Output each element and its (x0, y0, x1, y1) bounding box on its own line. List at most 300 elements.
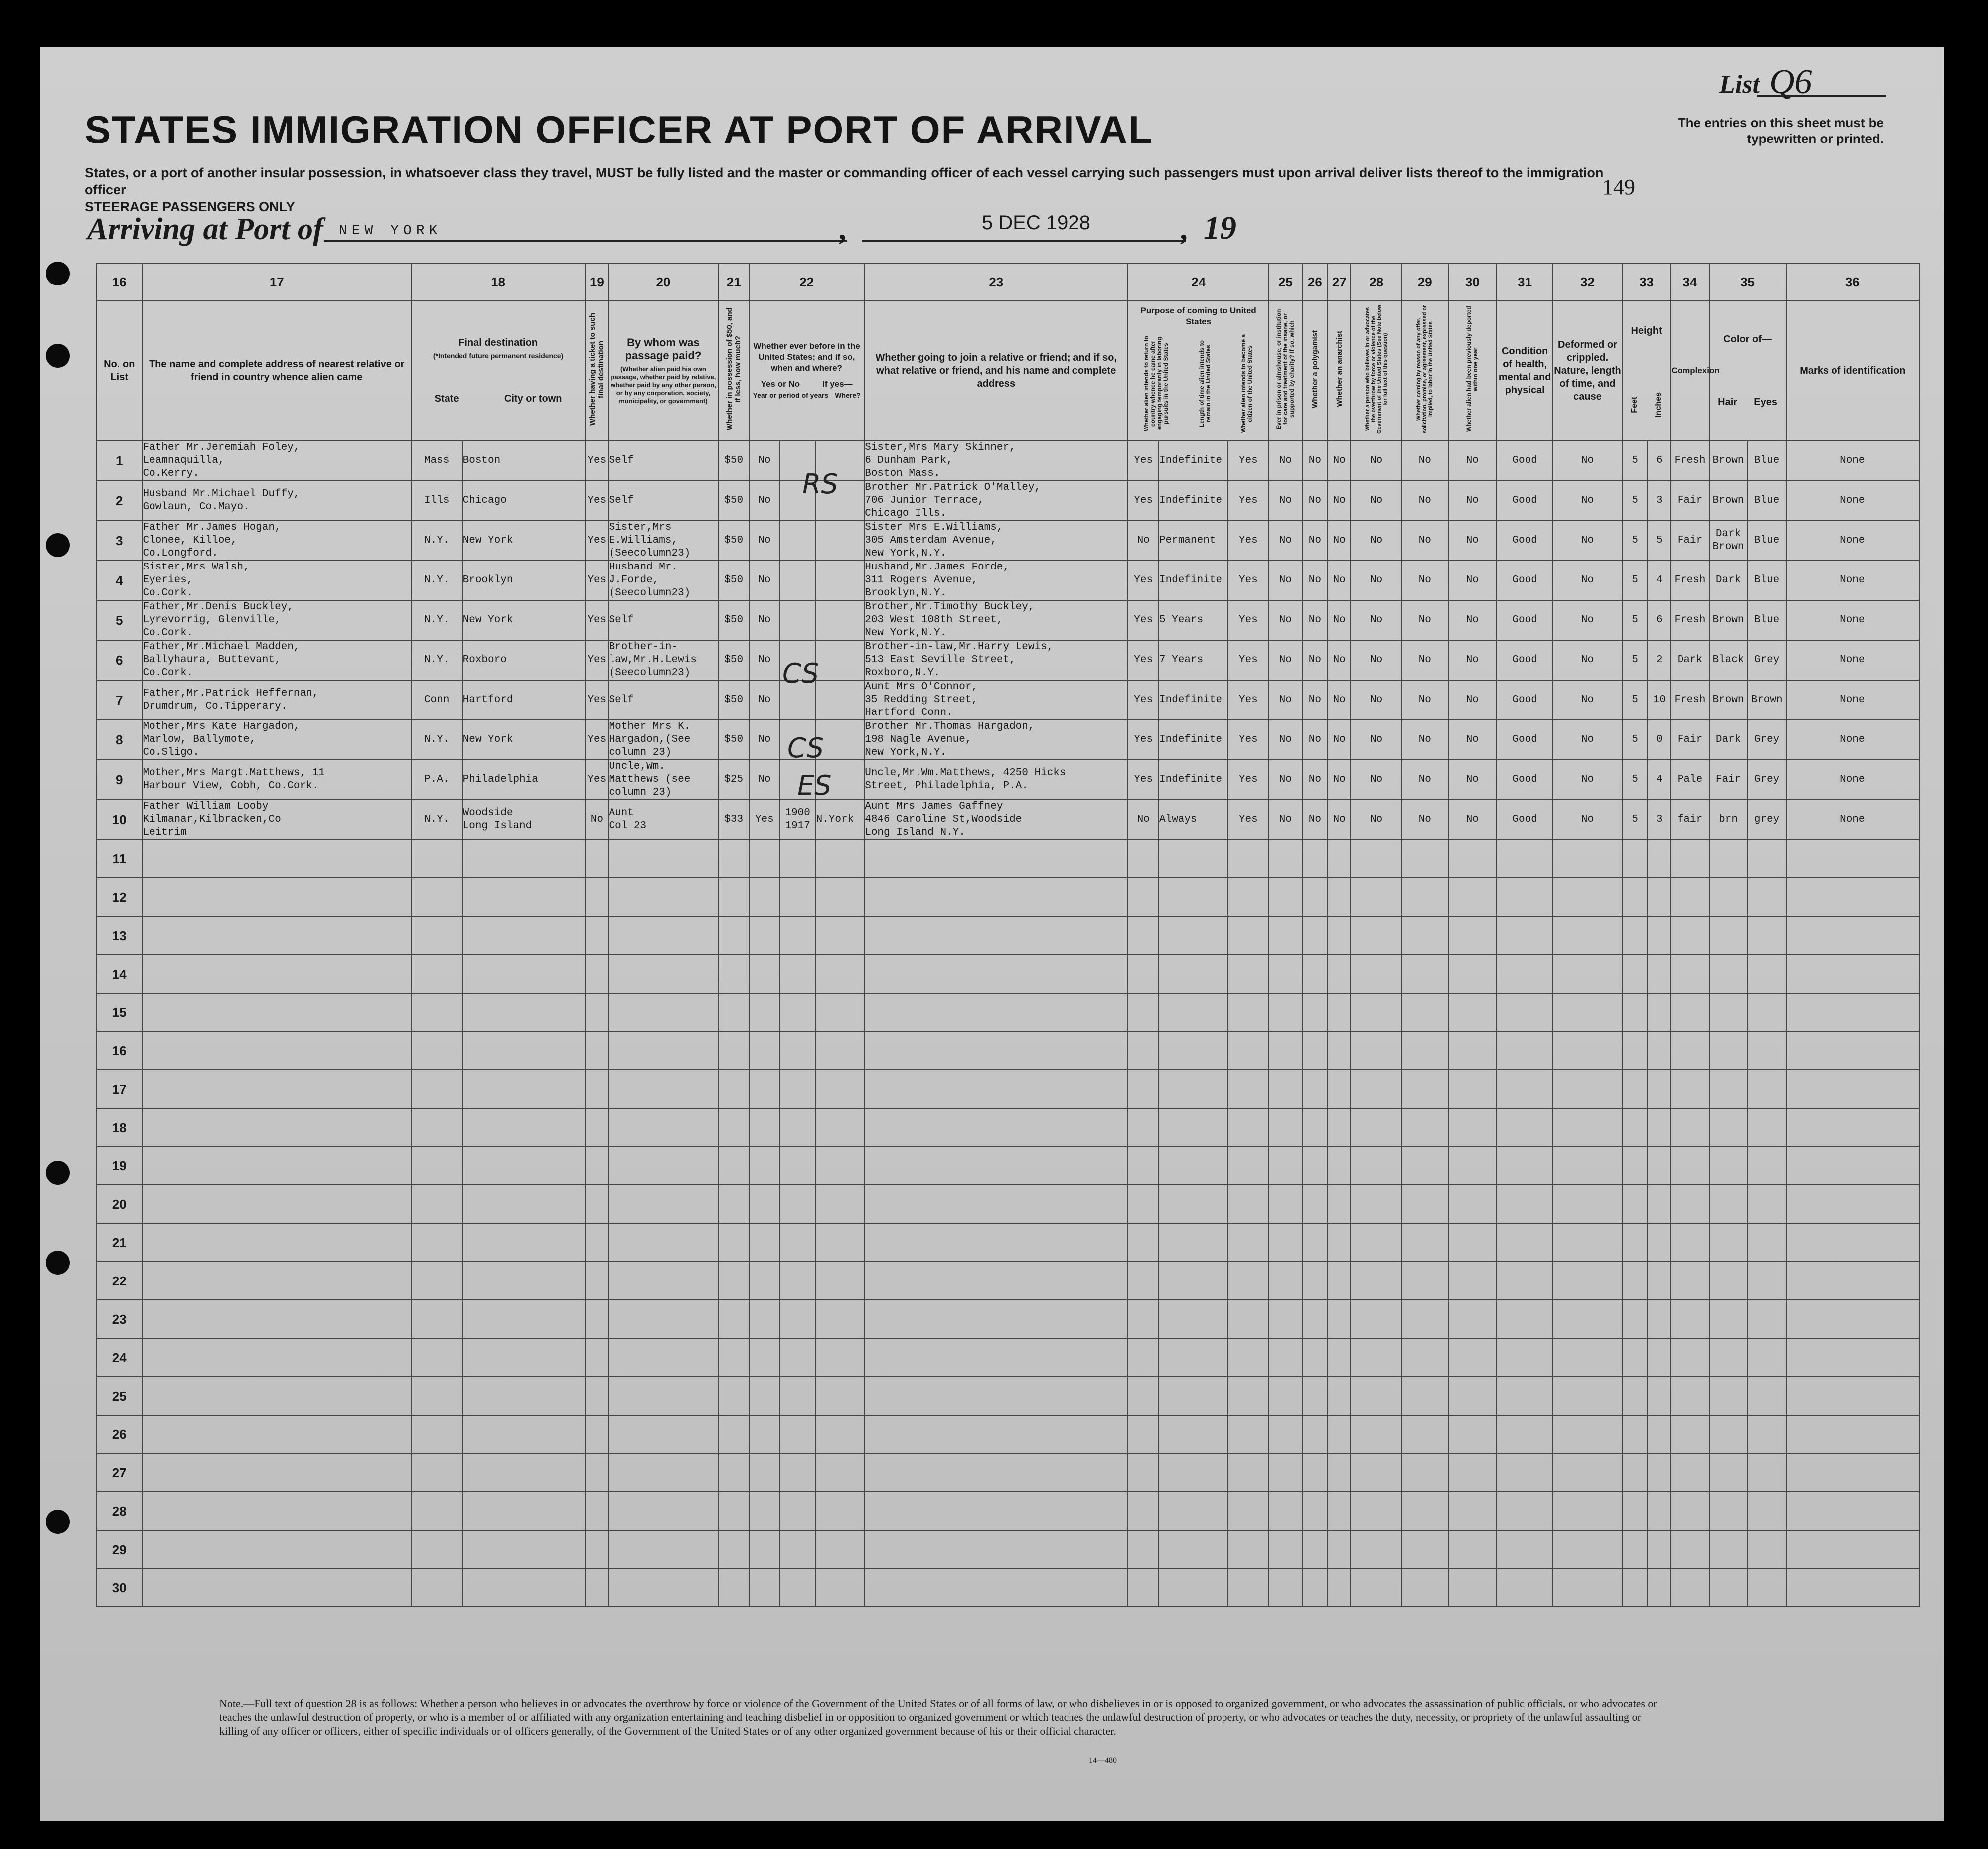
cell-state: N.Y. (411, 561, 462, 600)
empty-cell (1402, 916, 1448, 955)
empty-cell (1786, 1070, 1919, 1108)
empty-cell (1159, 878, 1228, 916)
empty-cell (1228, 1031, 1269, 1070)
empty-cell (608, 1453, 718, 1492)
empty-cell (718, 1530, 749, 1568)
cell-q28: No (1351, 441, 1402, 481)
empty-cell (1448, 1338, 1497, 1377)
empty-cell (1622, 1377, 1648, 1415)
empty-cell (718, 1568, 749, 1607)
empty-cell (1786, 1415, 1919, 1453)
cell-q28: No (1351, 481, 1402, 521)
cell-q28: No (1351, 640, 1402, 680)
header-health: Condition of health, mental and physical (1497, 300, 1553, 441)
cell-eyes: Blue (1748, 600, 1786, 640)
empty-cell (1302, 1415, 1328, 1453)
header-ticket (585, 300, 608, 441)
empty-cell (1328, 1223, 1351, 1262)
empty-cell (1448, 1185, 1497, 1223)
empty-cell (1648, 1262, 1671, 1300)
empty-cell (1786, 955, 1919, 993)
empty-cell (1128, 955, 1159, 993)
empty-cell (816, 1568, 865, 1607)
punch-hole (46, 344, 70, 368)
header-prison (1269, 300, 1302, 441)
empty-cell (1402, 955, 1448, 993)
cell-hair: brn (1709, 800, 1748, 840)
empty-cell (1648, 955, 1671, 993)
header-money-text: Whether in possession of $50, and if less, how much? (725, 307, 743, 430)
empty-cell (1671, 878, 1709, 916)
col-number: 19 (585, 264, 608, 300)
passenger-row (96, 600, 1919, 640)
empty-cell (411, 1185, 462, 1223)
cell-anarch: No (1328, 600, 1351, 640)
cell-ticket: Yes (585, 640, 608, 680)
empty-cell (749, 840, 780, 878)
header-final-destination-title: Final destination (459, 337, 538, 348)
empty-row (96, 1185, 1919, 1223)
cell-poly: No (1302, 600, 1328, 640)
cell-prison: No (1269, 640, 1302, 680)
arriving-label: Arriving at Port of (87, 212, 323, 246)
cell-money: $50 (718, 600, 749, 640)
empty-cell (1228, 1185, 1269, 1223)
cell-deformed: No (1553, 760, 1622, 800)
empty-cell (1328, 1262, 1351, 1300)
empty-cell (462, 1146, 586, 1185)
empty-cell (1786, 878, 1919, 916)
empty-cell (1648, 1185, 1671, 1223)
empty-cell (411, 1530, 462, 1568)
empty-cell (411, 1070, 462, 1108)
header-final-destination (411, 300, 585, 441)
empty-cell (1622, 1146, 1648, 1185)
empty-cell (864, 916, 1128, 955)
cell-city: Philadelphia (462, 760, 586, 800)
cell-inches: 3 (1648, 800, 1671, 840)
cell-anarch: No (1328, 800, 1351, 840)
cell-prison: No (1269, 800, 1302, 840)
empty-cell (462, 1070, 586, 1108)
empty-cell (1709, 993, 1748, 1031)
typewritten-notice: The entries on this sheet must be typewritten or printed. (1678, 115, 1884, 146)
empty-cell (1128, 1262, 1159, 1300)
empty-cell (1328, 878, 1351, 916)
empty-cell (142, 1300, 411, 1338)
empty-cell (1648, 1108, 1671, 1146)
empty-cell (1351, 1300, 1402, 1338)
empty-cell (816, 1223, 865, 1262)
empty-cell (1709, 1146, 1748, 1185)
cell-prison: No (1269, 680, 1302, 720)
empty-cell (1351, 1492, 1402, 1530)
empty-cell (1159, 1453, 1228, 1492)
col-number: 28 (1351, 264, 1402, 300)
empty-cell (1159, 1530, 1228, 1568)
empty-cell (1497, 1300, 1553, 1338)
empty-cell (1402, 1108, 1448, 1146)
cell-ticket: Yes (585, 720, 608, 760)
empty-cell (142, 1568, 411, 1607)
cell-q28: No (1351, 680, 1402, 720)
empty-cell (1128, 1568, 1159, 1607)
header-prison-text: Ever in prison or almshouse, or institution for care and treatment of the insane, or supported by charity? If so, which (1275, 308, 1295, 429)
empty-cell (1128, 1223, 1159, 1262)
empty-cell (1497, 1223, 1553, 1262)
cell-marks: None (1786, 760, 1919, 800)
empty-cell (142, 993, 411, 1031)
empty-cell (608, 993, 718, 1031)
empty-cell (1648, 1070, 1671, 1108)
empty-cell (1269, 1223, 1302, 1262)
row-number: 20 (96, 1185, 142, 1223)
empty-cell (1553, 1223, 1622, 1262)
empty-cell (1128, 1146, 1159, 1185)
passenger-table (96, 263, 1920, 1607)
list-label: List (1719, 70, 1760, 99)
empty-cell (1622, 1492, 1648, 1530)
empty-cell (1328, 1492, 1351, 1530)
empty-cell (1351, 878, 1402, 916)
empty-cell (718, 1185, 749, 1223)
passenger-row (96, 680, 1919, 720)
passenger-row (96, 521, 1919, 561)
empty-cell (1497, 1108, 1553, 1146)
row-number: 21 (96, 1223, 142, 1262)
empty-cell (1351, 1530, 1402, 1568)
cell-city: Roxboro (462, 640, 586, 680)
empty-cell (608, 1185, 718, 1223)
cell-health: Good (1497, 481, 1553, 521)
empty-cell (1228, 1262, 1269, 1300)
empty-cell (585, 878, 608, 916)
empty-cell (1553, 1530, 1622, 1568)
punch-hole (46, 533, 70, 557)
cell-feet: 5 (1622, 600, 1648, 640)
empty-cell (608, 1415, 718, 1453)
empty-cell (142, 840, 411, 878)
col-number: 34 (1671, 264, 1709, 300)
empty-cell (1302, 1377, 1328, 1415)
cell-deformed: No (1553, 481, 1622, 521)
cell-complexion: Fair (1671, 720, 1709, 760)
empty-cell (1159, 1338, 1228, 1377)
empty-cell (1269, 955, 1302, 993)
cell-deformed: No (1553, 561, 1622, 600)
empty-cell (1228, 1568, 1269, 1607)
cell-q29: No (1402, 800, 1448, 840)
empty-cell (1402, 993, 1448, 1031)
cell-where: N.York (816, 800, 865, 840)
empty-cell (1671, 1070, 1709, 1108)
empty-cell (1709, 1262, 1748, 1300)
empty-cell (864, 878, 1128, 916)
cell-money: $50 (718, 441, 749, 481)
empty-cell (1622, 916, 1648, 955)
empty-cell (1128, 916, 1159, 955)
empty-cell (1351, 1415, 1402, 1453)
empty-cell (864, 1530, 1128, 1568)
empty-cell (864, 1377, 1128, 1415)
cell-complexion: Dark (1671, 640, 1709, 680)
cell-anarch: No (1328, 720, 1351, 760)
empty-cell (1328, 1338, 1351, 1377)
empty-cell (462, 1262, 586, 1300)
empty-cell (1228, 1300, 1269, 1338)
empty-cell (1553, 1108, 1622, 1146)
cell-money: $50 (718, 521, 749, 561)
empty-cell (1748, 1146, 1786, 1185)
cell-where (816, 640, 865, 680)
header-purpose (1128, 300, 1269, 441)
empty-cell (1159, 1568, 1228, 1607)
cell-poly: No (1302, 561, 1328, 600)
row-number: 18 (96, 1108, 142, 1146)
empty-cell (608, 955, 718, 993)
header-hair: Hair (1718, 397, 1738, 408)
cell-before: No (749, 680, 780, 720)
empty-cell (1328, 1453, 1351, 1492)
empty-cell (1159, 993, 1228, 1031)
row-number: 7 (96, 680, 142, 720)
cell-join: Husband,Mr.James Forde, 311 Rogers Avenue, Brooklyn,N.Y. (864, 561, 1128, 600)
cell-length: Indefinite (1159, 481, 1228, 521)
empty-cell (1269, 1568, 1302, 1607)
empty-cell (816, 1338, 865, 1377)
empty-cell (1748, 1031, 1786, 1070)
cell-city: Boston (462, 441, 586, 481)
empty-cell (462, 1223, 586, 1262)
empty-cell (411, 1377, 462, 1415)
empty-cell (718, 878, 749, 916)
cell-where (816, 600, 865, 640)
cell-join: Brother Mr.Patrick O'Malley, 706 Junior Terrace, Chicago Ills. (864, 481, 1128, 521)
col-number: 16 (96, 264, 142, 300)
empty-cell (749, 1338, 780, 1377)
header-color-title: Color of— (1723, 334, 1772, 345)
empty-cell (1402, 1530, 1448, 1568)
empty-cell (1709, 1108, 1748, 1146)
empty-cell (1709, 916, 1748, 955)
empty-cell (1671, 1262, 1709, 1300)
cell-hair: Fair (1709, 760, 1748, 800)
empty-cell (816, 916, 865, 955)
cell-feet: 5 (1622, 521, 1648, 561)
empty-cell (749, 1377, 780, 1415)
header-nearest-relative: The name and complete address of nearest relative or friend in country whence alien came (142, 300, 411, 441)
cell-hair: Brown (1709, 441, 1748, 481)
empty-cell (1622, 955, 1648, 993)
empty-cell (1302, 1070, 1328, 1108)
empty-cell (1748, 916, 1786, 955)
empty-cell (1269, 1530, 1302, 1568)
empty-cell (1128, 1377, 1159, 1415)
empty-cell (1269, 840, 1302, 878)
empty-cell (411, 878, 462, 916)
empty-cell (585, 1031, 608, 1070)
empty-cell (1671, 1568, 1709, 1607)
empty-cell (1709, 1338, 1748, 1377)
row-number: 25 (96, 1377, 142, 1415)
cell-q30: No (1448, 561, 1497, 600)
empty-cell (1351, 1568, 1402, 1607)
empty-cell (1402, 840, 1448, 878)
empty-cell (1302, 993, 1328, 1031)
cell-citizen: Yes (1228, 720, 1269, 760)
empty-cell (1159, 1300, 1228, 1338)
empty-cell (411, 1492, 462, 1530)
header-polygamist (1302, 300, 1328, 441)
empty-cell (1351, 1146, 1402, 1185)
empty-cell (749, 1300, 780, 1338)
cell-q28: No (1351, 800, 1402, 840)
cell-citizen: Yes (1228, 680, 1269, 720)
empty-cell (1269, 1262, 1302, 1300)
empty-cell (1786, 1530, 1919, 1568)
cell-ticket: Yes (585, 680, 608, 720)
cell-ticket: Yes (585, 760, 608, 800)
cell-join: Brother Mr.Thomas Hargadon, 198 Nagle Avenue, New York,N.Y. (864, 720, 1128, 760)
header-deformed: Deformed or crippled. Nature, length of time, and cause (1553, 300, 1622, 441)
empty-cell (718, 955, 749, 993)
empty-cell (1128, 1415, 1159, 1453)
cell-poly: No (1302, 800, 1328, 840)
cell-relative: Father William Looby Kilmanar,Kilbracken,Co Leitrim (142, 800, 411, 840)
empty-row (96, 1031, 1919, 1070)
empty-cell (142, 1223, 411, 1262)
empty-cell (1748, 1338, 1786, 1377)
empty-cell (1622, 1108, 1648, 1146)
empty-cell (608, 1108, 718, 1146)
cell-inches: 0 (1648, 720, 1671, 760)
list-underline (1757, 95, 1886, 97)
empty-cell (816, 1530, 865, 1568)
cell-join: Sister,Mrs Mary Skinner, 6 Dunham Park, Boston Mass. (864, 441, 1128, 481)
col-number: 21 (718, 264, 749, 300)
empty-cell (816, 878, 865, 916)
empty-cell (1671, 1453, 1709, 1492)
empty-cell (864, 1300, 1128, 1338)
empty-cell (1497, 1146, 1553, 1185)
cell-return: Yes (1128, 640, 1159, 680)
cell-length: 7 Years (1159, 640, 1228, 680)
empty-cell (1648, 1415, 1671, 1453)
cell-feet: 5 (1622, 640, 1648, 680)
row-number: 28 (96, 1492, 142, 1530)
empty-cell (1328, 916, 1351, 955)
row-number: 27 (96, 1453, 142, 1492)
cell-city: New York (462, 600, 586, 640)
cell-feet: 5 (1622, 481, 1648, 521)
empty-cell (1497, 1415, 1553, 1453)
empty-cell (1497, 1492, 1553, 1530)
empty-cell (462, 840, 586, 878)
empty-cell (1448, 1492, 1497, 1530)
cell-paid: Self (608, 600, 718, 640)
empty-cell (411, 1415, 462, 1453)
empty-cell (816, 1146, 865, 1185)
empty-cell (1351, 1223, 1402, 1262)
row-number: 4 (96, 561, 142, 600)
empty-cell (1448, 1453, 1497, 1492)
empty-cell (1748, 955, 1786, 993)
cell-join: Brother,Mr.Timothy Buckley, 203 West 108th Street, New York,N.Y. (864, 600, 1128, 640)
cell-return: No (1128, 521, 1159, 561)
empty-cell (1302, 1108, 1328, 1146)
cell-q29: No (1402, 600, 1448, 640)
empty-cell (1351, 840, 1402, 878)
row-number: 29 (96, 1530, 142, 1568)
empty-cell (1648, 1530, 1671, 1568)
empty-cell (749, 1185, 780, 1223)
cell-return: Yes (1128, 441, 1159, 481)
empty-cell (1497, 1338, 1553, 1377)
empty-cell (1328, 1108, 1351, 1146)
cell-inches: 5 (1648, 521, 1671, 561)
cell-q30: No (1448, 760, 1497, 800)
header-list-number: No. on List (96, 300, 142, 441)
empty-cell (462, 916, 586, 955)
cell-complexion: Fresh (1671, 441, 1709, 481)
empty-cell (585, 1415, 608, 1453)
row-number: 13 (96, 916, 142, 955)
empty-cell (1302, 1338, 1328, 1377)
empty-cell (1786, 1568, 1919, 1607)
cell-return: Yes (1128, 600, 1159, 640)
empty-cell (142, 1031, 411, 1070)
empty-cell (1128, 1070, 1159, 1108)
empty-cell (1648, 1377, 1671, 1415)
header-final-destination-note: (*Intended future permanent residence) (433, 352, 564, 360)
empty-cell (1553, 1262, 1622, 1300)
empty-cell (1402, 1338, 1448, 1377)
empty-cell (1159, 1492, 1228, 1530)
empty-cell (411, 993, 462, 1031)
cell-money: $50 (718, 561, 749, 600)
empty-cell (816, 1377, 865, 1415)
empty-cell (1351, 1338, 1402, 1377)
header-anarchist-text: Whether an anarchist (1335, 331, 1344, 407)
row-number: 9 (96, 760, 142, 800)
passenger-row (96, 800, 1919, 840)
list-number: Q6 (1769, 63, 1812, 101)
empty-cell (1748, 1568, 1786, 1607)
empty-cell (1328, 1146, 1351, 1185)
cell-poly: No (1302, 760, 1328, 800)
empty-cell (1648, 1338, 1671, 1377)
header-ticket-text: Whether having a ticket to such final destination (588, 312, 606, 426)
cell-paid: Brother-in- law,Mr.H.Lewis (Seecolumn23) (608, 640, 718, 680)
empty-cell (780, 840, 816, 878)
empty-cell (1328, 1568, 1351, 1607)
empty-cell (1553, 1338, 1622, 1377)
empty-cell (1786, 1492, 1919, 1530)
header-passage-paid-title: By whom was passage paid? (625, 336, 702, 362)
cell-prison: No (1269, 561, 1302, 600)
empty-cell (1128, 1492, 1159, 1530)
empty-cell (1159, 955, 1228, 993)
empty-cell (585, 1377, 608, 1415)
empty-row (96, 840, 1919, 878)
cell-feet: 5 (1622, 680, 1648, 720)
cell-hair: Dark (1709, 561, 1748, 600)
empty-cell (411, 1338, 462, 1377)
empty-cell (1328, 1185, 1351, 1223)
empty-cell (749, 1223, 780, 1262)
empty-cell (1748, 1453, 1786, 1492)
row-number: 16 (96, 1031, 142, 1070)
